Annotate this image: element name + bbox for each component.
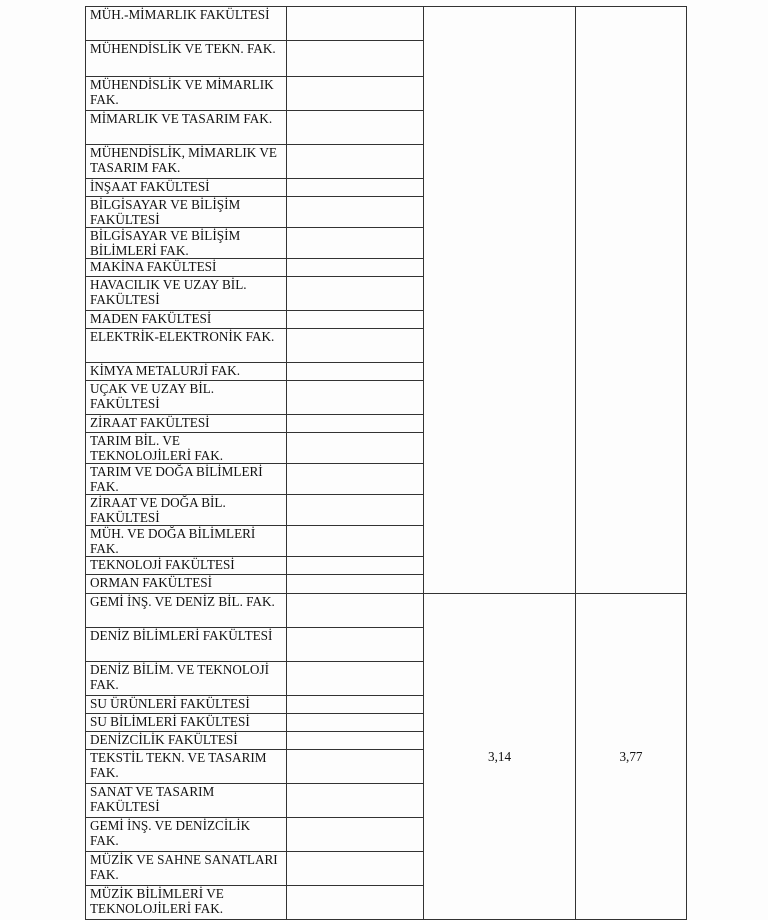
faculty-name-cell: MÜHENDİSLİK VE TEKN. FAK. [86, 41, 287, 77]
group1-value-b [575, 7, 686, 594]
faculty-table-body [86, 7, 687, 920]
empty-cell [286, 662, 424, 696]
faculty-name-cell: BİLGİSAYAR VE BİLİŞİM BİLİMLERİ FAK. [86, 228, 287, 259]
group1-value-a [424, 7, 576, 594]
empty-cell [286, 557, 424, 575]
faculty-name-cell: GEMİ İNŞ. VE DENİZCİLİK FAK. [86, 818, 287, 852]
faculty-name-cell: BİLGİSAYAR VE BİLİŞİM FAKÜLTESİ [86, 197, 287, 228]
empty-cell [286, 228, 424, 259]
empty-cell [286, 415, 424, 433]
faculty-name-cell: ELEKTRİK-ELEKTRONİK FAK. [86, 329, 287, 363]
empty-cell [286, 750, 424, 784]
empty-cell [286, 381, 424, 415]
faculty-name-cell: MÜH. VE DOĞA BİLİMLERİ FAK. [86, 526, 287, 557]
empty-cell [286, 7, 424, 41]
empty-cell [286, 433, 424, 464]
table-row [86, 7, 687, 41]
faculty-table [85, 6, 687, 920]
empty-cell [286, 179, 424, 197]
document-page [85, 6, 687, 916]
faculty-name-cell: MADEN FAKÜLTESİ [86, 311, 287, 329]
empty-cell [286, 277, 424, 311]
faculty-name-cell: SU ÜRÜNLERİ FAKÜLTESİ [86, 696, 287, 714]
faculty-name-cell: MAKİNA FAKÜLTESİ [86, 259, 287, 277]
faculty-name-cell: SU BİLİMLERİ FAKÜLTESİ [86, 714, 287, 732]
empty-cell [286, 732, 424, 750]
faculty-name-cell: KİMYA METALURJİ FAK. [86, 363, 287, 381]
faculty-name-cell: TARIM VE DOĞA BİLİMLERİ FAK. [86, 464, 287, 495]
empty-cell [286, 628, 424, 662]
empty-cell [286, 526, 424, 557]
faculty-name-cell: MÜHENDİSLİK, MİMARLIK VE TASARIM FAK. [86, 145, 287, 179]
faculty-name-cell: ZİRAAT FAKÜLTESİ [86, 415, 287, 433]
faculty-name-cell: MÜHENDİSLİK VE MİMARLIK FAK. [86, 77, 287, 111]
empty-cell [286, 464, 424, 495]
empty-cell [286, 197, 424, 228]
faculty-name-cell: DENİZ BİLİMLERİ FAKÜLTESİ [86, 628, 287, 662]
empty-cell [286, 696, 424, 714]
faculty-name-cell: DENİZCİLİK FAKÜLTESİ [86, 732, 287, 750]
group2-value-a: 3,14 [424, 594, 576, 920]
faculty-name-cell: TEKNOLOJİ FAKÜLTESİ [86, 557, 287, 575]
group2-value-b: 3,77 [575, 594, 686, 920]
faculty-name-cell: MÜH.-MİMARLIK FAKÜLTESİ [86, 7, 287, 41]
empty-cell [286, 886, 424, 920]
empty-cell [286, 575, 424, 594]
faculty-name-cell: ZİRAAT VE DOĞA BİL. FAKÜLTESİ [86, 495, 287, 526]
faculty-name-cell: DENİZ BİLİM. VE TEKNOLOJİ FAK. [86, 662, 287, 696]
empty-cell [286, 329, 424, 363]
empty-cell [286, 111, 424, 145]
top-crop [85, 0, 687, 6]
faculty-name-cell: MÜZİK BİLİMLERİ VE TEKNOLOJİLERİ FAK. [86, 886, 287, 920]
empty-cell [286, 852, 424, 886]
empty-cell [286, 145, 424, 179]
empty-cell [286, 714, 424, 732]
empty-cell [286, 41, 424, 77]
empty-cell [286, 77, 424, 111]
empty-cell [286, 259, 424, 277]
empty-cell [286, 311, 424, 329]
faculty-name-cell: MİMARLIK VE TASARIM FAK. [86, 111, 287, 145]
faculty-name-cell: TEKSTİL TEKN. VE TASARIM FAK. [86, 750, 287, 784]
table-row [86, 594, 687, 628]
empty-cell [286, 784, 424, 818]
faculty-name-cell: ORMAN FAKÜLTESİ [86, 575, 287, 594]
faculty-name-cell: İNŞAAT FAKÜLTESİ [86, 179, 287, 197]
faculty-name-cell: SANAT VE TASARIM FAKÜLTESİ [86, 784, 287, 818]
empty-cell [286, 818, 424, 852]
empty-cell [286, 495, 424, 526]
faculty-name-cell: HAVACILIK VE UZAY BİL. FAKÜLTESİ [86, 277, 287, 311]
faculty-name-cell: GEMİ İNŞ. VE DENİZ BİL. FAK. [86, 594, 287, 628]
empty-cell [286, 363, 424, 381]
empty-cell [286, 594, 424, 628]
faculty-name-cell: UÇAK VE UZAY BİL. FAKÜLTESİ [86, 381, 287, 415]
faculty-name-cell: MÜZİK VE SAHNE SANATLARI FAK. [86, 852, 287, 886]
faculty-name-cell: TARIM BİL. VE TEKNOLOJİLERİ FAK. [86, 433, 287, 464]
